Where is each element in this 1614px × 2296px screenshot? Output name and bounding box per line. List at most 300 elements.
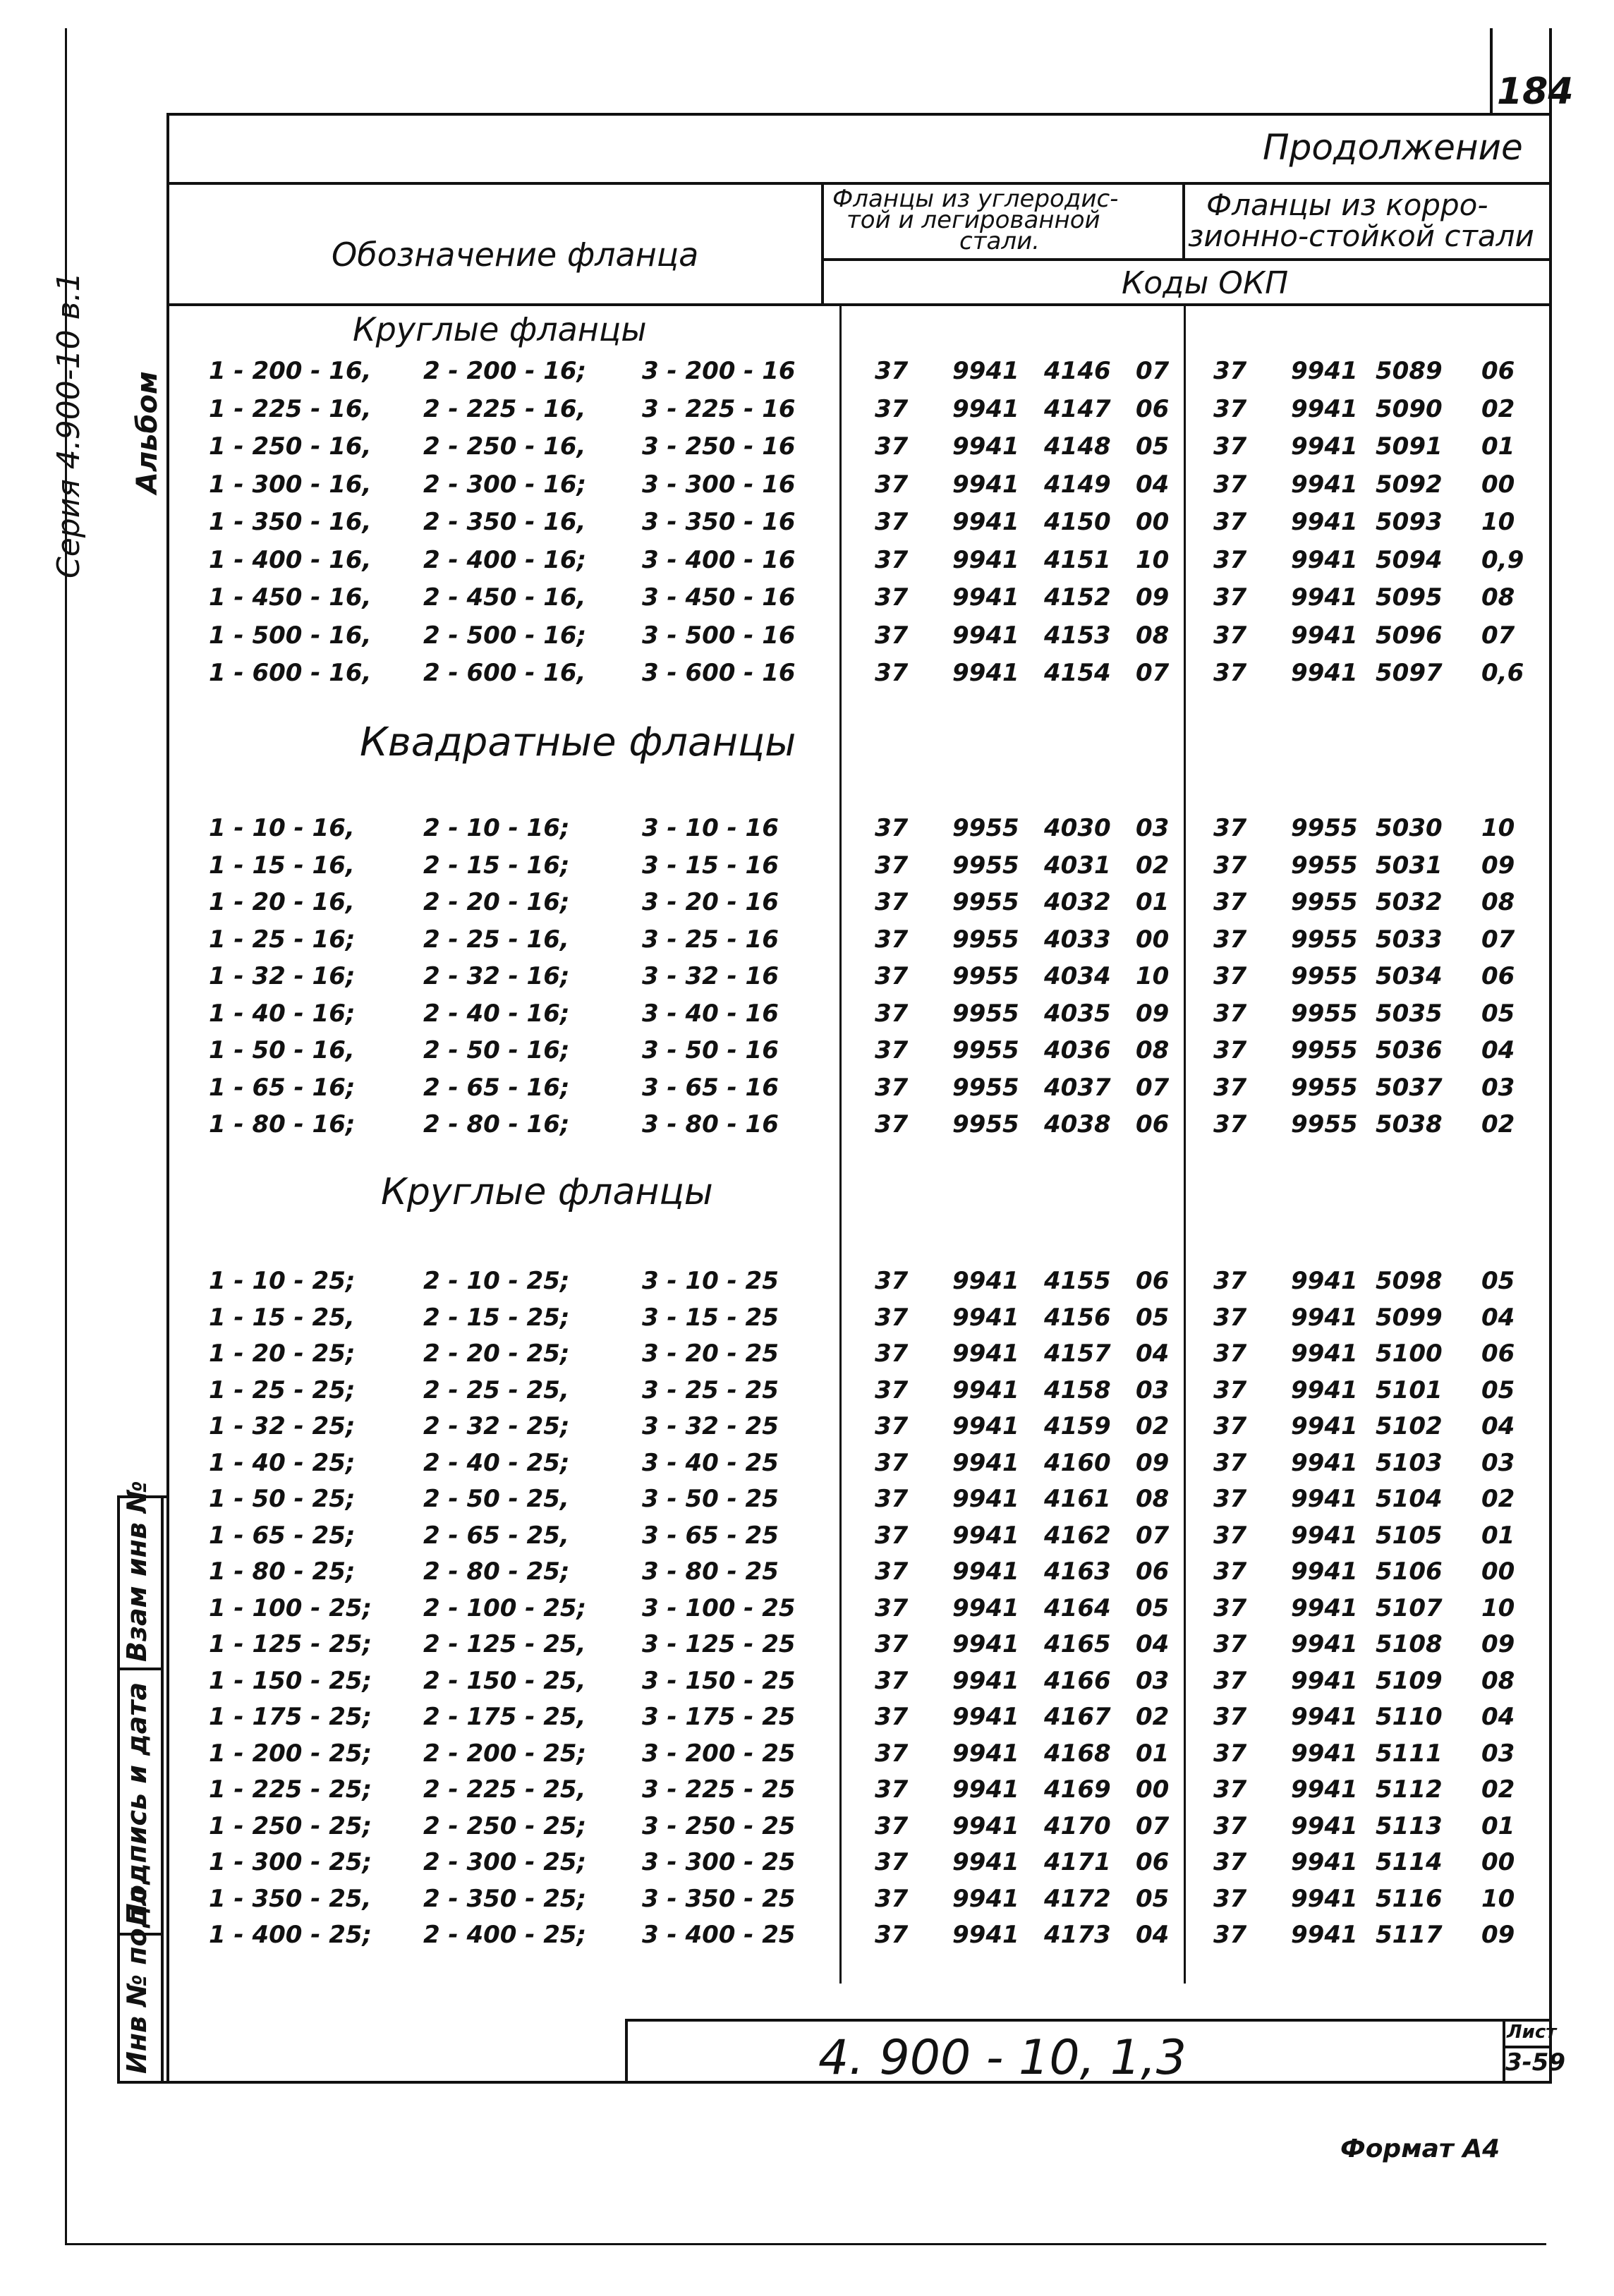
designation-3-cell: 3 - 225 - 25: [642, 1775, 796, 1804]
stainless-okp-3-cell: 5094: [1376, 545, 1443, 574]
designation-3-cell: 3 - 250 - 25: [642, 1811, 796, 1840]
stainless-okp-1-cell: 37: [1213, 583, 1247, 612]
designation-2-cell: 2 - 32 - 16;: [423, 962, 570, 990]
stainless-okp-3-cell: 5102: [1376, 1412, 1443, 1440]
carbon-okp-2-cell: 9941: [952, 470, 1019, 499]
carbon-okp-4-cell: 00: [1136, 508, 1170, 536]
carbon-okp-2-cell: 9955: [952, 1036, 1019, 1064]
designation-3-cell: 3 - 10 - 16: [642, 814, 779, 842]
carbon-okp-4-cell: 08: [1136, 621, 1170, 650]
designation-1-cell: 1 - 10 - 25;: [209, 1267, 356, 1295]
designation-3-cell: 3 - 50 - 16: [642, 1036, 779, 1064]
designation-2-cell: 2 - 150 - 25,: [423, 1666, 586, 1695]
outer-frame-bottom: [65, 2243, 1546, 2245]
designation-3-cell: 3 - 400 - 16: [642, 545, 796, 574]
table-row: [0, 579, 1614, 616]
table-row: [0, 958, 1614, 995]
stamp-signature-date: Подпись и дата: [121, 1682, 152, 1926]
stainless-okp-2-cell: 9941: [1291, 1593, 1358, 1622]
table-row: [0, 810, 1614, 846]
stainless-okp-4-cell: 06: [1481, 357, 1515, 385]
stainless-okp-2-cell: 9941: [1291, 1375, 1358, 1404]
carbon-okp-4-cell: 00: [1136, 1775, 1170, 1804]
continuation-label: Продолжение: [1263, 127, 1523, 168]
stainless-okp-1-cell: 37: [1213, 508, 1247, 536]
designation-1-cell: 1 - 250 - 25;: [209, 1811, 372, 1840]
stainless-okp-2-cell: 9955: [1291, 925, 1358, 954]
stainless-okp-4-cell: 03: [1481, 1739, 1515, 1768]
stainless-okp-4-cell: 04: [1481, 1703, 1515, 1731]
stainless-okp-1-cell: 37: [1213, 432, 1247, 461]
stainless-okp-3-cell: 5030: [1376, 814, 1443, 842]
stainless-okp-3-cell: 5103: [1376, 1448, 1443, 1477]
stainless-okp-3-cell: 5110: [1376, 1703, 1443, 1731]
designation-1-cell: 1 - 150 - 25;: [209, 1666, 372, 1695]
stainless-okp-3-cell: 5100: [1376, 1340, 1443, 1368]
designation-3-cell: 3 - 80 - 25: [642, 1557, 779, 1586]
stainless-okp-1-cell: 37: [1213, 1921, 1247, 1949]
table-row: [0, 1881, 1614, 1917]
stainless-okp-1-cell: 37: [1213, 1848, 1247, 1876]
stainless-okp-3-cell: 5038: [1376, 1110, 1443, 1138]
stainless-okp-1-cell: 37: [1213, 1811, 1247, 1840]
carbon-okp-3-cell: 4172: [1044, 1884, 1111, 1913]
stainless-okp-3-cell: 5034: [1376, 962, 1443, 990]
carbon-okp-1-cell: 37: [875, 1739, 909, 1768]
designation-2-cell: 2 - 80 - 25;: [423, 1557, 570, 1586]
carbon-okp-4-cell: 10: [1136, 962, 1170, 990]
carbon-okp-3-cell: 4159: [1044, 1412, 1111, 1440]
stamp-replaced-inv: Взам инв №: [121, 1481, 152, 1662]
stainless-okp-4-cell: 05: [1481, 999, 1515, 1028]
carbon-okp-3-cell: 4162: [1044, 1521, 1111, 1550]
stainless-okp-2-cell: 9941: [1291, 1848, 1358, 1876]
designation-2-cell: 2 - 25 - 16,: [423, 925, 569, 954]
designation-2-cell: 2 - 100 - 25;: [423, 1593, 587, 1622]
carbon-okp-3-cell: 4034: [1044, 962, 1111, 990]
designation-1-cell: 1 - 500 - 16,: [209, 621, 372, 650]
stainless-okp-2-cell: 9941: [1291, 1921, 1358, 1949]
section-title-square-16: Квадратные фланцы: [360, 719, 796, 765]
carbon-okp-4-cell: 06: [1136, 1110, 1170, 1138]
designation-1-cell: 1 - 20 - 25;: [209, 1340, 356, 1368]
designation-1-cell: 1 - 32 - 16;: [209, 962, 356, 990]
table-row: [0, 1553, 1614, 1590]
stainless-okp-4-cell: 10: [1481, 814, 1515, 842]
stainless-okp-1-cell: 37: [1213, 1412, 1247, 1440]
designation-1-cell: 1 - 100 - 25;: [209, 1593, 372, 1622]
carbon-okp-4-cell: 06: [1136, 1557, 1170, 1586]
stainless-okp-1-cell: 37: [1213, 999, 1247, 1028]
table-row: [0, 1735, 1614, 1772]
designation-3-cell: 3 - 200 - 25: [642, 1739, 796, 1768]
carbon-okp-1-cell: 37: [875, 1267, 909, 1295]
carbon-okp-2-cell: 9941: [952, 1921, 1019, 1949]
stainless-okp-4-cell: 05: [1481, 1375, 1515, 1404]
carbon-okp-4-cell: 10: [1136, 545, 1170, 574]
carbon-okp-2-cell: 9941: [952, 1739, 1019, 1768]
carbon-okp-3-cell: 4166: [1044, 1666, 1111, 1695]
carbon-okp-1-cell: 37: [875, 1375, 909, 1404]
sheet-label: Лист: [1507, 2022, 1557, 2043]
carbon-okp-3-cell: 4038: [1044, 1110, 1111, 1138]
carbon-okp-2-cell: 9955: [952, 888, 1019, 916]
format-label: Формат А4: [1340, 2134, 1500, 2163]
stainless-okp-1-cell: 37: [1213, 1448, 1247, 1477]
stainless-okp-1-cell: 37: [1213, 925, 1247, 954]
carbon-okp-3-cell: 4168: [1044, 1739, 1111, 1768]
designation-2-cell: 2 - 500 - 16;: [423, 621, 587, 650]
stainless-okp-1-cell: 37: [1213, 545, 1247, 574]
designation-2-cell: 2 - 250 - 25;: [423, 1811, 587, 1840]
carbon-okp-2-cell: 9941: [952, 1521, 1019, 1550]
carbon-okp-1-cell: 37: [875, 545, 909, 574]
stainless-okp-1-cell: 37: [1213, 1110, 1247, 1138]
carbon-okp-2-cell: 9941: [952, 1412, 1019, 1440]
carbon-okp-4-cell: 03: [1136, 1375, 1170, 1404]
table-row: [0, 504, 1614, 540]
carbon-okp-4-cell: 06: [1136, 1267, 1170, 1295]
designation-2-cell: 2 - 50 - 25,: [423, 1485, 569, 1513]
designation-1-cell: 1 - 300 - 25;: [209, 1848, 372, 1876]
table-row: [0, 1590, 1614, 1627]
carbon-okp-3-cell: 4164: [1044, 1593, 1111, 1622]
designation-2-cell: 2 - 10 - 25;: [423, 1267, 570, 1295]
designation-2-cell: 2 - 25 - 25,: [423, 1375, 569, 1404]
designation-1-cell: 1 - 225 - 16,: [209, 394, 372, 423]
stainless-okp-3-cell: 5096: [1376, 621, 1443, 650]
carbon-okp-4-cell: 05: [1136, 1593, 1170, 1622]
stainless-okp-4-cell: 08: [1481, 1666, 1515, 1695]
carbon-okp-3-cell: 4149: [1044, 470, 1111, 499]
table-row: [0, 1517, 1614, 1554]
designation-3-cell: 3 - 300 - 16: [642, 470, 796, 499]
designation-2-cell: 2 - 350 - 25;: [423, 1884, 587, 1913]
carbon-okp-4-cell: 09: [1136, 583, 1170, 612]
designation-2-cell: 2 - 600 - 16,: [423, 659, 586, 687]
carbon-okp-4-cell: 02: [1136, 851, 1170, 880]
stainless-okp-4-cell: 01: [1481, 1521, 1515, 1550]
stainless-okp-1-cell: 37: [1213, 1593, 1247, 1622]
stainless-okp-1-cell: 37: [1213, 1775, 1247, 1804]
carbon-okp-2-cell: 9941: [952, 1666, 1019, 1695]
designation-2-cell: 2 - 225 - 25,: [423, 1775, 586, 1804]
designation-2-cell: 2 - 20 - 25;: [423, 1340, 570, 1368]
designation-1-cell: 1 - 350 - 16,: [209, 508, 372, 536]
designation-2-cell: 2 - 400 - 25;: [423, 1921, 587, 1949]
table-row: [0, 1626, 1614, 1663]
designation-2-cell: 2 - 450 - 16,: [423, 583, 586, 612]
carbon-okp-2-cell: 9941: [952, 1593, 1019, 1622]
designation-3-cell: 3 - 400 - 25: [642, 1921, 796, 1949]
designation-1-cell: 1 - 200 - 16,: [209, 357, 372, 385]
designation-3-cell: 3 - 200 - 16: [642, 357, 796, 385]
carbon-okp-1-cell: 37: [875, 1521, 909, 1550]
designation-3-cell: 3 - 20 - 25: [642, 1340, 779, 1368]
designation-1-cell: 1 - 25 - 25;: [209, 1375, 356, 1404]
designation-1-cell: 1 - 15 - 25,: [209, 1303, 355, 1332]
carbon-okp-4-cell: 04: [1136, 1921, 1170, 1949]
stainless-okp-1-cell: 37: [1213, 1703, 1247, 1731]
carbon-okp-4-cell: 09: [1136, 999, 1170, 1028]
carbon-okp-1-cell: 37: [875, 1703, 909, 1731]
designation-header: Обозначение фланца: [332, 236, 699, 274]
carbon-okp-4-cell: 06: [1136, 394, 1170, 423]
designation-2-cell: 2 - 20 - 16;: [423, 888, 570, 916]
carbon-okp-3-cell: 4156: [1044, 1303, 1111, 1332]
designation-1-cell: 1 - 80 - 16;: [209, 1110, 356, 1138]
carbon-okp-4-cell: 04: [1136, 470, 1170, 499]
stainless-okp-2-cell: 9941: [1291, 1703, 1358, 1731]
stainless-okp-4-cell: 07: [1481, 621, 1515, 650]
carbon-okp-2-cell: 9941: [952, 1775, 1019, 1804]
table-row: [0, 542, 1614, 578]
table-row: [0, 1808, 1614, 1845]
table-row: [0, 995, 1614, 1032]
table-row: [0, 1335, 1614, 1372]
stainless-okp-3-cell: 5104: [1376, 1485, 1443, 1513]
stainless-okp-3-cell: 5033: [1376, 925, 1443, 954]
carbon-okp-3-cell: 4173: [1044, 1921, 1111, 1949]
stainless-okp-2-cell: 9941: [1291, 1666, 1358, 1695]
carbon-okp-3-cell: 4154: [1044, 659, 1111, 687]
stainless-okp-1-cell: 37: [1213, 1630, 1247, 1658]
table-row: [0, 847, 1614, 884]
carbon-okp-2-cell: 9941: [952, 1557, 1019, 1586]
stainless-okp-3-cell: 5095: [1376, 583, 1443, 612]
table-row: [0, 655, 1614, 691]
stainless-okp-2-cell: 9941: [1291, 1884, 1358, 1913]
carbon-okp-1-cell: 37: [875, 1630, 909, 1658]
carbon-okp-1-cell: 37: [875, 925, 909, 954]
carbon-okp-4-cell: 07: [1136, 1811, 1170, 1840]
designation-3-cell: 3 - 100 - 25: [642, 1593, 796, 1622]
stainless-okp-1-cell: 37: [1213, 1485, 1247, 1513]
carbon-okp-4-cell: 06: [1136, 1848, 1170, 1876]
carbon-okp-1-cell: 37: [875, 583, 909, 612]
col-divider-header-2: [1182, 182, 1185, 261]
carbon-okp-2-cell: 9941: [952, 394, 1019, 423]
stainless-okp-1-cell: 37: [1213, 1073, 1247, 1102]
stainless-okp-2-cell: 9955: [1291, 851, 1358, 880]
carbon-okp-2-cell: 9941: [952, 1848, 1019, 1876]
carbon-okp-3-cell: 4031: [1044, 851, 1111, 880]
carbon-okp-2-cell: 9955: [952, 1073, 1019, 1102]
table-row: [0, 617, 1614, 654]
carbon-okp-1-cell: 37: [875, 1884, 909, 1913]
stainless-okp-4-cell: 06: [1481, 1340, 1515, 1368]
table-row: [0, 1263, 1614, 1299]
carbon-okp-2-cell: 9941: [952, 1485, 1019, 1513]
stainless-okp-1-cell: 37: [1213, 1267, 1247, 1295]
carbon-okp-3-cell: 4170: [1044, 1811, 1111, 1840]
designation-1-cell: 1 - 350 - 25,: [209, 1884, 372, 1913]
table-row: [0, 1481, 1614, 1517]
stainless-okp-1-cell: 37: [1213, 394, 1247, 423]
carbon-okp-3-cell: 4150: [1044, 508, 1111, 536]
designation-3-cell: 3 - 350 - 25: [642, 1884, 796, 1913]
stainless-okp-3-cell: 5035: [1376, 999, 1443, 1028]
designation-2-cell: 2 - 125 - 25,: [423, 1630, 586, 1658]
designation-3-cell: 3 - 350 - 16: [642, 508, 796, 536]
stainless-okp-2-cell: 9941: [1291, 1775, 1358, 1804]
frame-top: [168, 113, 1552, 116]
carbon-okp-1-cell: 37: [875, 1811, 909, 1840]
carbon-okp-4-cell: 08: [1136, 1485, 1170, 1513]
stainless-okp-1-cell: 37: [1213, 621, 1247, 650]
stainless-okp-1-cell: 37: [1213, 1375, 1247, 1404]
carbon-okp-3-cell: 4157: [1044, 1340, 1111, 1368]
stainless-okp-1-cell: 37: [1213, 357, 1247, 385]
table-row: [0, 1445, 1614, 1481]
designation-1-cell: 1 - 225 - 25;: [209, 1775, 372, 1804]
designation-3-cell: 3 - 20 - 16: [642, 888, 779, 916]
designation-3-cell: 3 - 40 - 16: [642, 999, 779, 1028]
carbon-okp-1-cell: 37: [875, 1485, 909, 1513]
carbon-okp-2-cell: 9941: [952, 508, 1019, 536]
stainless-okp-2-cell: 9941: [1291, 1739, 1358, 1768]
header-bottom: [168, 303, 1552, 306]
carbon-okp-4-cell: 05: [1136, 1303, 1170, 1332]
table-row: [0, 353, 1614, 389]
carbon-okp-3-cell: 4163: [1044, 1557, 1111, 1586]
stainless-okp-4-cell: 08: [1481, 583, 1515, 612]
stainless-okp-2-cell: 9941: [1291, 1448, 1358, 1477]
carbon-steel-header-line1: Фланцы из углеродис-: [832, 185, 1119, 213]
carbon-okp-3-cell: 4036: [1044, 1036, 1111, 1064]
designation-2-cell: 2 - 50 - 16;: [423, 1036, 570, 1064]
designation-2-cell: 2 - 300 - 16;: [423, 470, 587, 499]
designation-2-cell: 2 - 225 - 16,: [423, 394, 586, 423]
stainless-okp-4-cell: 03: [1481, 1448, 1515, 1477]
designation-1-cell: 1 - 20 - 16,: [209, 888, 355, 916]
stainless-okp-2-cell: 9941: [1291, 1303, 1358, 1332]
stainless-okp-4-cell: 02: [1481, 1485, 1515, 1513]
title-block-left: [625, 2019, 628, 2082]
table-row: [0, 1408, 1614, 1445]
stainless-okp-2-cell: 9941: [1291, 1267, 1358, 1295]
carbon-okp-3-cell: 4153: [1044, 621, 1111, 650]
designation-2-cell: 2 - 15 - 25;: [423, 1303, 570, 1332]
album-margin-text: Альбом: [131, 371, 164, 494]
carbon-okp-4-cell: 07: [1136, 1521, 1170, 1550]
table-row: [0, 921, 1614, 958]
stainless-okp-3-cell: 5106: [1376, 1557, 1443, 1586]
stainless-okp-2-cell: 9955: [1291, 1110, 1358, 1138]
carbon-okp-1-cell: 37: [875, 1666, 909, 1695]
stainless-okp-1-cell: 37: [1213, 1739, 1247, 1768]
stainless-okp-3-cell: 5032: [1376, 888, 1443, 916]
stainless-okp-4-cell: 04: [1481, 1412, 1515, 1440]
table-row: [0, 1106, 1614, 1143]
carbon-okp-1-cell: 37: [875, 962, 909, 990]
carbon-okp-4-cell: 01: [1136, 1739, 1170, 1768]
stainless-okp-2-cell: 9941: [1291, 1412, 1358, 1440]
designation-2-cell: 2 - 40 - 25;: [423, 1448, 570, 1477]
okp-codes-header: Коды ОКП: [1122, 265, 1289, 301]
carbon-okp-2-cell: 9941: [952, 1448, 1019, 1477]
stainless-okp-2-cell: 9941: [1291, 1557, 1358, 1586]
carbon-okp-2-cell: 9941: [952, 545, 1019, 574]
carbon-okp-1-cell: 37: [875, 888, 909, 916]
designation-1-cell: 1 - 65 - 16;: [209, 1073, 356, 1102]
designation-3-cell: 3 - 15 - 25: [642, 1303, 779, 1332]
designation-2-cell: 2 - 65 - 16;: [423, 1073, 570, 1102]
stainless-okp-1-cell: 37: [1213, 1666, 1247, 1695]
stainless-okp-2-cell: 9941: [1291, 583, 1358, 612]
carbon-okp-3-cell: 4160: [1044, 1448, 1111, 1477]
carbon-okp-4-cell: 04: [1136, 1340, 1170, 1368]
stainless-okp-3-cell: 5117: [1376, 1921, 1443, 1949]
stainless-okp-3-cell: 5036: [1376, 1036, 1443, 1064]
stainless-okp-2-cell: 9941: [1291, 432, 1358, 461]
carbon-okp-3-cell: 4158: [1044, 1375, 1111, 1404]
stainless-okp-3-cell: 5111: [1376, 1739, 1443, 1768]
designation-3-cell: 3 - 65 - 25: [642, 1521, 779, 1550]
designation-3-cell: 3 - 80 - 16: [642, 1110, 779, 1138]
stainless-okp-3-cell: 5097: [1376, 659, 1443, 687]
stainless-okp-4-cell: 07: [1481, 925, 1515, 954]
stainless-okp-4-cell: 03: [1481, 1073, 1515, 1102]
stainless-okp-3-cell: 5108: [1376, 1630, 1443, 1658]
carbon-okp-1-cell: 37: [875, 1593, 909, 1622]
carbon-okp-1-cell: 37: [875, 508, 909, 536]
designation-3-cell: 3 - 25 - 25: [642, 1375, 779, 1404]
stamp-inv-original: Инв № подл: [121, 1886, 152, 2074]
designation-2-cell: 2 - 200 - 16;: [423, 357, 587, 385]
stainless-okp-1-cell: 37: [1213, 814, 1247, 842]
stainless-okp-4-cell: 01: [1481, 432, 1515, 461]
designation-3-cell: 3 - 32 - 16: [642, 962, 779, 990]
carbon-okp-3-cell: 4146: [1044, 357, 1111, 385]
carbon-okp-1-cell: 37: [875, 1557, 909, 1586]
stainless-okp-4-cell: 05: [1481, 1267, 1515, 1295]
carbon-okp-1-cell: 37: [875, 1303, 909, 1332]
stainless-okp-1-cell: 37: [1213, 1521, 1247, 1550]
stainless-okp-3-cell: 5093: [1376, 508, 1443, 536]
stainless-okp-2-cell: 9955: [1291, 999, 1358, 1028]
designation-2-cell: 2 - 80 - 16;: [423, 1110, 570, 1138]
table-row: [0, 1372, 1614, 1409]
designation-1-cell: 1 - 125 - 25;: [209, 1630, 372, 1658]
carbon-okp-2-cell: 9941: [952, 659, 1019, 687]
table-row: [0, 1663, 1614, 1699]
carbon-okp-2-cell: 9955: [952, 814, 1019, 842]
corner-box-left: [1490, 28, 1493, 116]
designation-2-cell: 2 - 300 - 25;: [423, 1848, 587, 1876]
stainless-okp-4-cell: 02: [1481, 1110, 1515, 1138]
carbon-okp-4-cell: 08: [1136, 1036, 1170, 1064]
designation-1-cell: 1 - 10 - 16,: [209, 814, 355, 842]
carbon-okp-1-cell: 37: [875, 1110, 909, 1138]
stainless-okp-1-cell: 37: [1213, 470, 1247, 499]
stainless-okp-2-cell: 9941: [1291, 470, 1358, 499]
carbon-okp-4-cell: 03: [1136, 1666, 1170, 1695]
designation-3-cell: 3 - 15 - 16: [642, 851, 779, 880]
stainless-header-line1: Фланцы из корро-: [1206, 188, 1488, 222]
stainless-okp-4-cell: 01: [1481, 1811, 1515, 1840]
table-row: [0, 1699, 1614, 1735]
stainless-okp-3-cell: 5099: [1376, 1303, 1443, 1332]
designation-1-cell: 1 - 175 - 25;: [209, 1703, 372, 1731]
carbon-steel-header-line2: той и легированной: [847, 206, 1100, 234]
designation-1-cell: 1 - 32 - 25;: [209, 1412, 356, 1440]
stainless-okp-4-cell: 09: [1481, 851, 1515, 880]
designation-3-cell: 3 - 40 - 25: [642, 1448, 779, 1477]
carbon-okp-3-cell: 4161: [1044, 1485, 1111, 1513]
designation-3-cell: 3 - 65 - 16: [642, 1073, 779, 1102]
stainless-okp-1-cell: 37: [1213, 1340, 1247, 1368]
